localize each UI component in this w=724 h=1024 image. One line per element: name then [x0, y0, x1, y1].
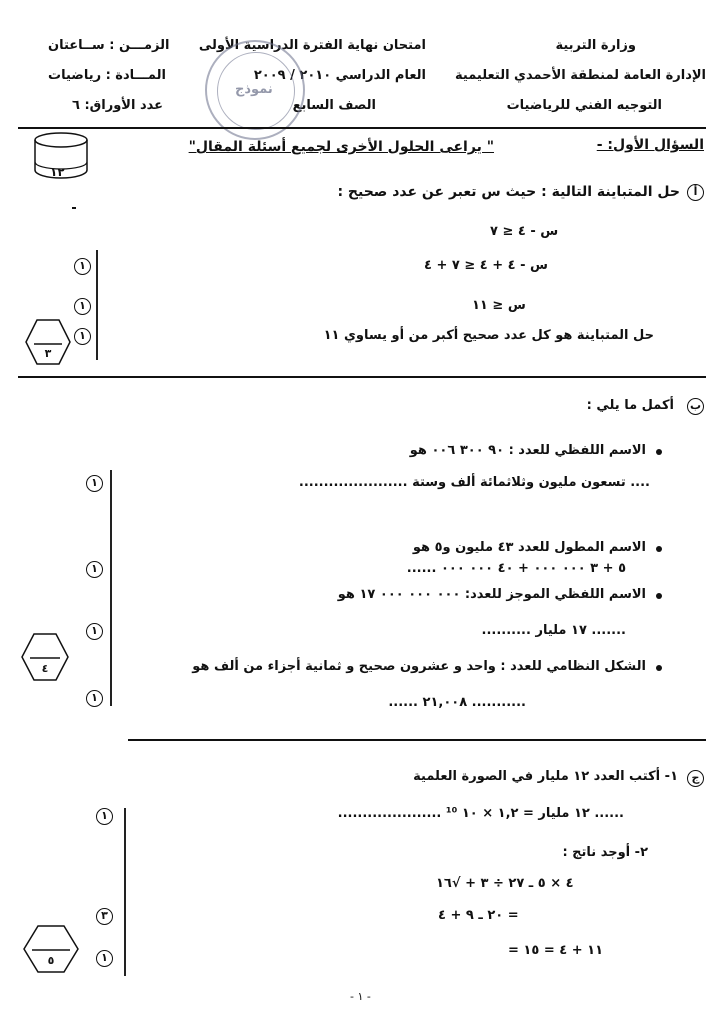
header-right-2: الإدارة العامة لمنطقة الأحمدي التعليمية — [455, 68, 706, 83]
part-b-prompt: أكمل ما يلي : — [586, 398, 674, 413]
part-a-line-3: س ≤ ١١ — [472, 298, 526, 313]
part-a-mark-1: ١ — [74, 258, 91, 275]
part-a-score: ٣ — [44, 347, 52, 360]
part-c-mark-2: ٣ — [96, 908, 113, 925]
part-b-item-1: الاسم اللفظي للعدد : ٩٠ ٣٠٠ ٠٠٦ هو — [409, 443, 646, 458]
dash-mark — [72, 207, 76, 209]
bullet — [656, 593, 662, 599]
part-a-divider — [18, 376, 706, 378]
part-b-mark-2: ١ — [86, 561, 103, 578]
part-b-margin-line — [110, 470, 112, 706]
part-b-answer-2: ...... ٥ + ٣ ٠٠٠ ٠٠٠ + ٤٠ ٠٠٠ ٠٠٠ — [406, 561, 626, 576]
part-c-line-3: = ١١ + ٤ = ١٥ — [508, 943, 604, 958]
part-c-item-2: ٢- أوجد ناتج : — [562, 845, 648, 860]
part-c-mark-1: ١ — [96, 808, 113, 825]
part-b-mark-3: ١ — [86, 623, 103, 640]
part-b-answer-1: .... تسعون مليون وثلاثمائة ألف وستة ...................... — [298, 475, 650, 490]
part-a-mark-3: ١ — [74, 328, 91, 345]
part-b-score: ٤ — [41, 662, 49, 675]
part-b-item-3: الاسم اللفظي الموجز للعدد: ٠٠٠ ٠٠٠ ٠٠٠ ١٧ هو — [337, 587, 646, 602]
part-b-score-hex — [20, 632, 70, 682]
part-c-line-1: ٤ × ٥ ـ ٢٧ ÷ ٣ + √١٦ — [436, 876, 574, 891]
header-center-3: الصف السابع — [292, 98, 376, 113]
part-c-item-1: ١- أكتب العدد ١٢ مليار في الصورة العلمية — [413, 769, 678, 784]
header-divider — [18, 127, 706, 129]
part-c-item-1-answer: ...... ١٢ مليار = ١,٢ × ١٠ ¹⁰ ..................... — [337, 806, 624, 821]
part-b-answer-4: ...... ٢١,٠٠٨ ........... — [388, 695, 526, 710]
part-c-mark-3: ١ — [96, 950, 113, 967]
part-a-score-hex — [24, 318, 72, 366]
part-a-prompt: حل المتباينة التالية : حيث س تعبر عن عدد صحيح : — [337, 184, 680, 200]
part-c-letter: ج — [687, 770, 704, 787]
part-a-line-2: س - ٤ + ٤ ≤ ٧ + ٤ — [424, 258, 548, 273]
part-a-letter: أ — [687, 184, 704, 201]
q1-note: " يراعى الحلول الأخرى لجميع أسئلة المقال" — [188, 139, 494, 155]
part-b-letter: ب — [687, 398, 704, 415]
part-b-item-2: الاسم المطول للعدد ٤٣ مليون و٥ هو — [412, 540, 646, 555]
bullet — [656, 665, 662, 671]
bullet — [656, 449, 662, 455]
header-right-3: التوجيه الفني للرياضيات — [506, 98, 662, 113]
part-a-margin-line — [96, 250, 98, 360]
header-right-1: وزارة التربية — [555, 38, 636, 53]
part-a-mark-2: ١ — [74, 298, 91, 315]
part-a-line-1: س - ٤ ≤ ٧ — [490, 224, 559, 239]
part-b-divider — [128, 739, 706, 741]
page-number: - ١ - — [350, 990, 371, 1003]
q1-title: السؤال الأول: - — [596, 137, 704, 153]
part-a-line-4: حل المتباينة هو كل عدد صحيح أكبر من أو يساوي ١١ — [323, 328, 654, 343]
part-c-score-hex — [22, 924, 80, 974]
part-c-score: ٥ — [47, 954, 55, 967]
header-left-2: المـــادة : رياضيات — [48, 68, 166, 83]
header-left-3: عدد الأوراق: ٦ — [72, 98, 164, 113]
part-b-mark-4: ١ — [86, 690, 103, 707]
part-b-item-4: الشكل النظامي للعدد : واحد و عشرون صحيح و ثمانية أجزاء من ألف هو — [192, 659, 646, 674]
part-b-answer-3: ....... ١٧ مليار .......... — [481, 623, 626, 638]
bullet — [656, 546, 662, 552]
header-left-1: الزمـــن : ســاعتان — [48, 38, 170, 53]
school-stamp — [205, 40, 305, 140]
part-c-margin-line — [124, 808, 126, 976]
header-center-2: العام الدراسي ٢٠١٠ / ٢٠٠٩ — [253, 68, 426, 83]
stamp-text: نموذج — [235, 82, 273, 97]
total-score: ١٢ — [50, 165, 65, 179]
part-c-line-2: = ٢٠ ـ ٩ + ٤ — [438, 908, 519, 923]
header-center-1: امتحان نهاية الفترة الدراسية الأولى — [198, 38, 426, 53]
part-b-mark-1: ١ — [86, 475, 103, 492]
